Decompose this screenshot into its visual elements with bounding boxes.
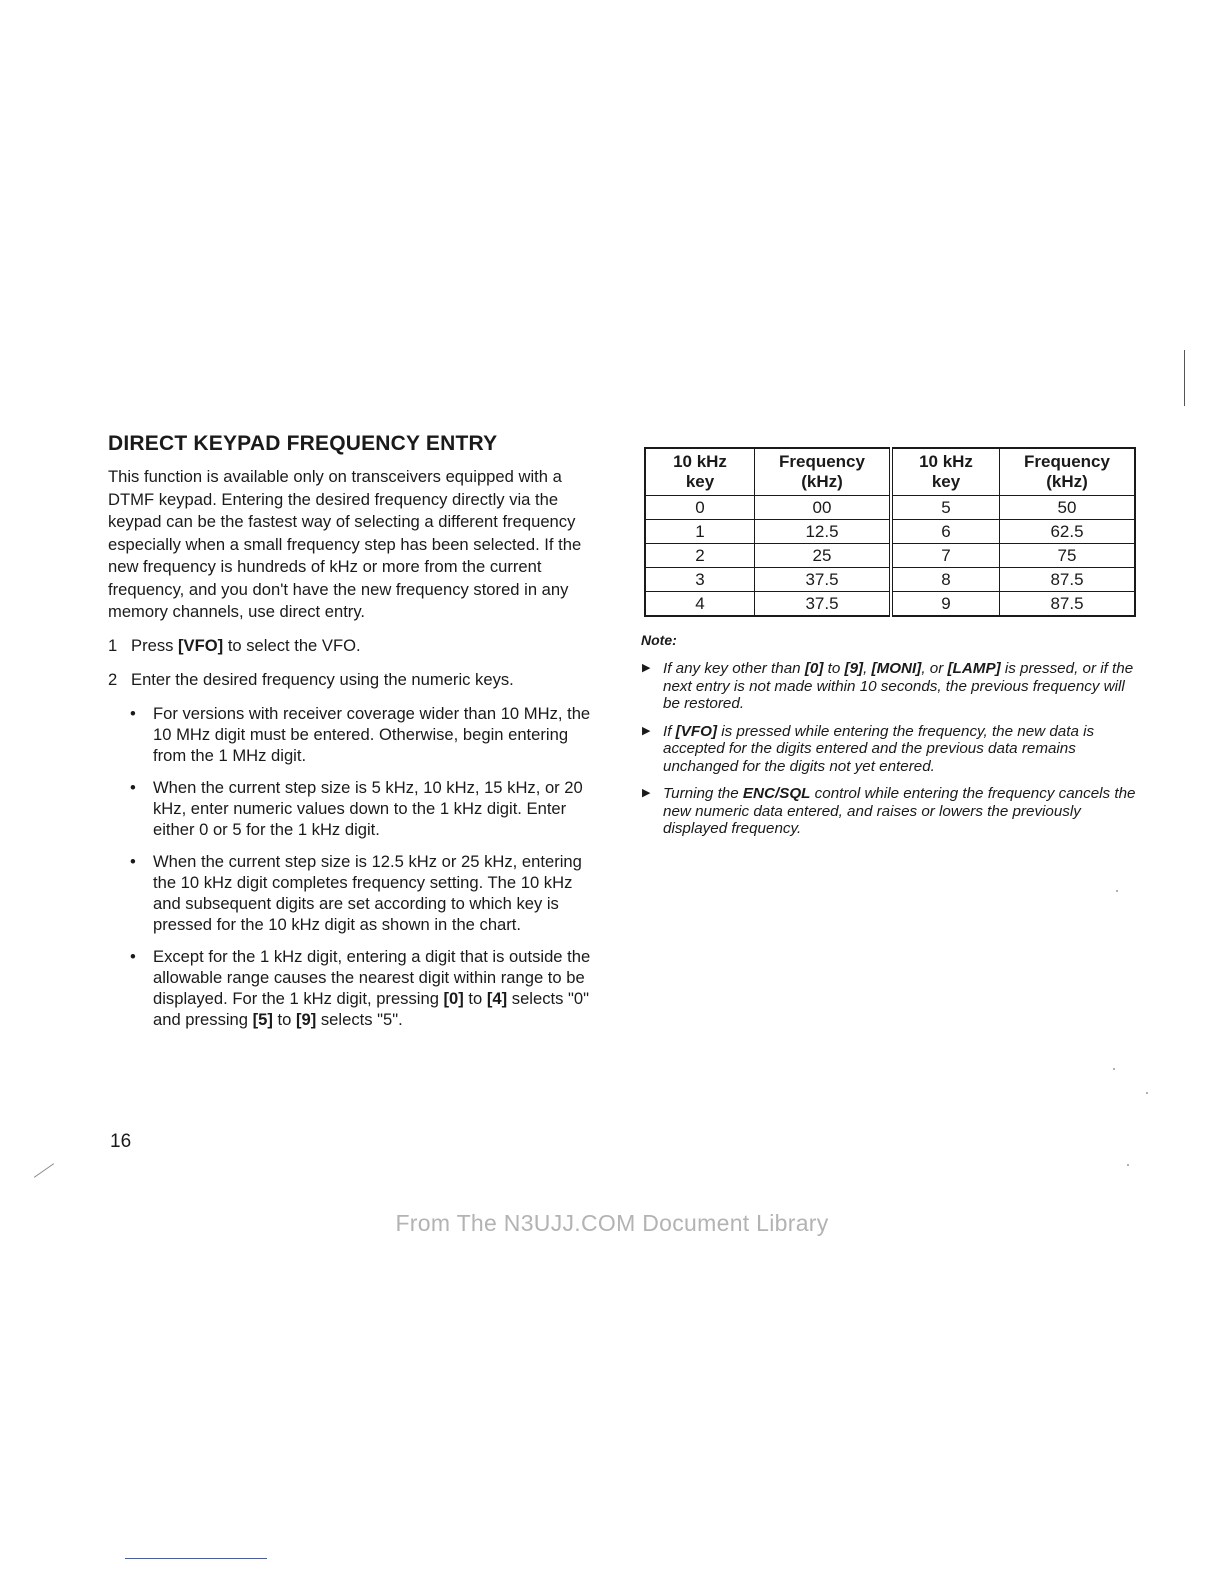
text-part: to bbox=[823, 660, 845, 677]
text-part: is pressed while entering the frequency, the new data is accepted for the digits entered and the previous data remains unchanged for the digits not yet entered. bbox=[663, 722, 1095, 775]
step-2 bbox=[108, 669, 600, 691]
triangle-right-icon: ▶ bbox=[642, 724, 651, 737]
scan-speck bbox=[1146, 1092, 1148, 1094]
table-cell: 62.5 bbox=[1000, 520, 1136, 544]
bullet-item bbox=[130, 946, 600, 1030]
table-header-row bbox=[645, 448, 1135, 496]
header-line: key bbox=[685, 472, 715, 491]
note-item bbox=[641, 785, 1136, 838]
text-part: control while entering the frequency cancels the new numeric data entered, and raises or lowers the previously displayed frequency. bbox=[663, 785, 1136, 837]
table-cell: 5 bbox=[891, 496, 1000, 520]
text-part: , bbox=[863, 660, 872, 677]
table-cell: 9 bbox=[891, 592, 1000, 617]
header-line: Frequency bbox=[779, 452, 865, 471]
table-cell: 2 bbox=[645, 544, 755, 568]
table-cell: 3 bbox=[645, 568, 755, 592]
note-item bbox=[641, 660, 1136, 713]
header-cell bbox=[645, 448, 755, 496]
header-cell bbox=[755, 448, 892, 496]
frequency-table-wrap bbox=[644, 447, 1136, 617]
page-number: 16 bbox=[110, 1131, 132, 1152]
margin-mark bbox=[1184, 350, 1185, 406]
triangle-right-icon: ▶ bbox=[642, 787, 651, 799]
header-line: key bbox=[931, 472, 961, 491]
key-label: [0] bbox=[804, 660, 824, 677]
table-cell: 87.5 bbox=[1000, 592, 1136, 617]
note-block bbox=[641, 632, 1136, 848]
bullet-text: For versions with receiver coverage wider than 10 MHz, the 10 MHz digit must be entered. Otherwise, begin entering from the 1 MHz digit. bbox=[153, 703, 591, 765]
bullet-dot-icon: • bbox=[130, 946, 136, 966]
key-label: [VFO] bbox=[675, 722, 718, 740]
key-label: [5] bbox=[252, 1009, 273, 1029]
note-list bbox=[641, 660, 1136, 838]
vfo-key-label: [VFO] bbox=[178, 635, 224, 655]
header-line: Frequency bbox=[1024, 452, 1110, 471]
library-watermark: From The N3UJJ.COM Document Library bbox=[395, 1210, 829, 1236]
scan-speck bbox=[1127, 1164, 1129, 1166]
table-cell: 0 bbox=[645, 496, 755, 520]
table-row bbox=[645, 496, 1135, 520]
bullet-dot-icon: • bbox=[130, 777, 136, 797]
header-line: 10 kHz bbox=[673, 452, 727, 471]
step-text-part: Press bbox=[131, 635, 179, 655]
text-part: Except for the 1 kHz digit, entering a digit that is outside the allowable range causes the nearest digit within range to be displayed. For the 1 kHz digit, pressing bbox=[153, 946, 591, 1008]
text-part: selects "0" and pressing bbox=[153, 988, 590, 1029]
table-cell: 50 bbox=[1000, 496, 1136, 520]
note-text bbox=[663, 785, 1135, 837]
scan-edge-line bbox=[125, 1558, 267, 1559]
table-cell: 75 bbox=[1000, 544, 1136, 568]
intro-paragraph: This function is available only on transceivers equipped with a DTMF keypad. Entering the desired frequency directly via the keypad can be the fastest way of selecting a different frequency especially when a small frequency step has been selected. If the new frequency is hundreds of kHz or more from the current frequency, and you don't have the new frequency stored in any memory channels, use direct entry. bbox=[108, 467, 582, 621]
text-part: is pressed, or if the next entry is not made within 10 seconds, the previous frequency will be restored. bbox=[663, 660, 1134, 712]
table-cell: 6 bbox=[891, 520, 1000, 544]
table-cell: 4 bbox=[645, 592, 755, 617]
step-number: 2 bbox=[108, 669, 118, 689]
text-part: If bbox=[663, 722, 676, 740]
control-label: ENC/SQL bbox=[742, 785, 811, 802]
step-text: Enter the desired frequency using the numeric keys. bbox=[131, 669, 514, 689]
section-title: DIRECT KEYPAD FREQUENCY ENTRY bbox=[108, 432, 498, 455]
bullet-dot-icon: • bbox=[130, 851, 136, 871]
bullet-dot-icon: • bbox=[130, 703, 136, 723]
table-cell: 87.5 bbox=[1000, 568, 1136, 592]
table-cell: 1 bbox=[645, 520, 755, 544]
text-part: to bbox=[272, 1009, 296, 1029]
table-row bbox=[645, 520, 1135, 544]
table-row bbox=[645, 568, 1135, 592]
note-text bbox=[663, 660, 1133, 712]
table-cell: 25 bbox=[755, 544, 892, 568]
text-part: If any key other than bbox=[663, 660, 805, 677]
left-column bbox=[108, 432, 600, 1041]
table-cell: 12.5 bbox=[755, 520, 892, 544]
table-cell: 00 bbox=[755, 496, 892, 520]
step-number: 1 bbox=[108, 635, 118, 655]
text-part: Turning the bbox=[663, 785, 743, 802]
table-row bbox=[645, 544, 1135, 568]
table-cell: 37.5 bbox=[755, 592, 892, 617]
bullet-list bbox=[108, 703, 600, 1030]
bullet-item bbox=[130, 703, 600, 766]
note-text bbox=[663, 723, 1094, 775]
header-cell bbox=[891, 448, 1000, 496]
key-label: [9] bbox=[295, 1009, 317, 1029]
key-label: [0] bbox=[443, 988, 464, 1008]
step-1 bbox=[108, 635, 600, 657]
table-cell: 8 bbox=[891, 568, 1000, 592]
table-cell: 7 bbox=[891, 544, 1000, 568]
note-item bbox=[641, 723, 1136, 776]
bullet-text bbox=[153, 947, 590, 1029]
scan-scratch bbox=[34, 1163, 54, 1178]
text-part: , or bbox=[921, 660, 948, 677]
key-label: [MONI] bbox=[871, 660, 922, 677]
key-label: [LAMP] bbox=[947, 660, 1001, 677]
scan-speck bbox=[1116, 890, 1118, 892]
step-text-part: to select the VFO. bbox=[223, 635, 361, 655]
scan-speck bbox=[1113, 1068, 1115, 1070]
triangle-right-icon: ▶ bbox=[642, 662, 651, 674]
bullet-text: When the current step size is 12.5 kHz or 25 kHz, entering the 10 kHz digit completes frequency setting. The 10 kHz and subsequent digits are set according to which key is pressed for the 10 kHz digit as shown in the chart. bbox=[153, 851, 582, 934]
key-label: [4] bbox=[486, 988, 508, 1008]
bullet-text: When the current step size is 5 kHz, 10 kHz, 15 kHz, or 20 kHz, enter numeric values down to the 1 kHz digit. Enter either 0 or 5 for the 1 kHz digit. bbox=[153, 777, 583, 839]
text-part: selects "5". bbox=[316, 1009, 403, 1029]
header-line: (kHz) bbox=[801, 472, 843, 491]
table-row bbox=[645, 592, 1135, 617]
note-title: Note: bbox=[641, 632, 677, 648]
frequency-table bbox=[644, 447, 1136, 617]
bullet-item bbox=[130, 851, 600, 935]
header-line: (kHz) bbox=[1046, 472, 1088, 491]
bullet-item bbox=[130, 777, 600, 840]
header-cell bbox=[1000, 448, 1136, 496]
header-line: 10 kHz bbox=[919, 452, 973, 471]
key-label: [9] bbox=[844, 660, 864, 677]
table-cell: 37.5 bbox=[755, 568, 892, 592]
step-text bbox=[131, 635, 361, 657]
text-part: to bbox=[463, 988, 487, 1008]
